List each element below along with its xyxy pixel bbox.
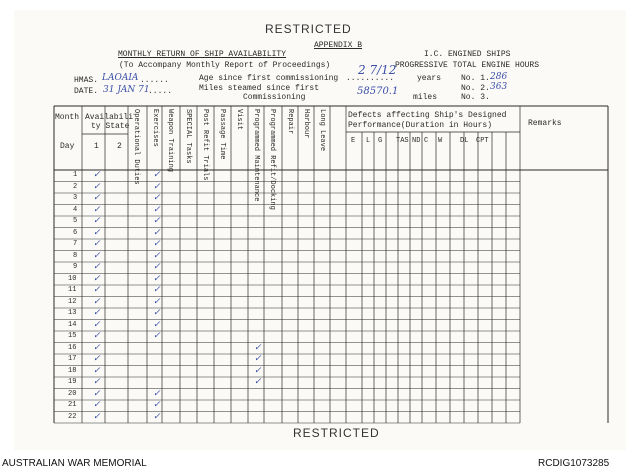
operational-duties-check: ✓ [153,285,161,295]
day-label: 15 [68,332,77,340]
operational-duties-check: ✓ [153,319,161,330]
rotated-header-word: Operational [132,109,140,160]
day-label: 16 [68,343,77,352]
day-label: 19 [68,378,77,386]
defect-code-header: L [366,137,371,145]
visit-check: ✓ [254,342,262,353]
years-label: years [417,74,442,83]
rotated-header-word: Visit [235,109,243,131]
rotated-header-word: SPECIAL [184,109,192,143]
rotated-header-word: Weapon [166,109,174,139]
operational-duties-check: ✓ [153,250,161,261]
state-1-check: ✓ [93,170,101,180]
engine-no2-label: No. 2. [461,84,490,93]
rotated-header-word: Repair [286,109,294,135]
engine-hours-title: PROGRESSIVE TOTAL ENGINE HOURS [395,61,540,70]
state-1-check: ✓ [93,319,101,330]
rotated-header-word: Programmed [252,109,260,156]
day-label: 21 [68,401,77,409]
availability-header: Availabili [85,113,134,122]
miles-unit: miles [413,93,438,102]
defect-code-header: G [378,137,383,145]
day-label: 13 [68,309,77,317]
hmas-dots: ...... [140,76,169,85]
defects-header: Defects affecting Ship's Designed [348,111,507,120]
rotated-header-word: Duties [132,159,140,185]
form-subtitle: (To Accompany Monthly Report of Proceedings) [119,61,331,70]
state-1-check: ✓ [93,342,101,353]
hmas-value: LAOAIA [102,73,139,83]
state-1-check: ✓ [93,262,101,272]
state-1-check: ✓ [93,308,101,318]
day-label: 4 [73,205,78,214]
defect-code-header: C [424,137,429,145]
day-label: 1 [73,171,78,179]
state-1-check: ✓ [93,296,101,307]
engine-no2-value: 363 [490,82,508,92]
column-header [132,109,140,185]
rotated-header-word: Passage [218,109,226,143]
state-1-check: ✓ [93,227,101,238]
day-label: 9 [73,263,78,271]
operational-duties-check: ✓ [153,262,161,272]
column-header [166,109,174,172]
state-1-check: ✓ [93,285,101,295]
state-1-check: ✓ [93,331,101,341]
date-dots: ..... [148,87,173,96]
commissioning-label: Commissioning [243,93,306,102]
operational-duties-check: ✓ [153,400,161,410]
state-1-check: ✓ [93,273,101,284]
engine-no1-value: 286 [490,72,508,82]
state-1-check: ✓ [93,216,101,226]
state-1-check: ✓ [93,365,101,376]
operational-duties-check: ✓ [153,216,161,226]
rotated-header-word: Programmed [268,109,276,156]
column-header [268,109,276,210]
date-label: DATE. [74,87,99,96]
operational-duties-check: ✓ [153,273,161,284]
visit-check: ✓ [254,354,262,364]
rotated-header-word: Trials [201,155,209,181]
column-header [302,109,310,138]
age-dots: .......... [346,74,395,83]
date-value: 31 JAN 71 [103,85,150,95]
state-1-check: ✓ [93,388,101,399]
day-label: 17 [68,355,77,363]
footer-catalogue-id: RCDIG1073285 [538,458,610,469]
operational-duties-check: ✓ [153,411,161,422]
day-label: 10 [68,274,77,283]
rotated-header-word: Leave [318,130,326,152]
state-1-check: ✓ [93,411,101,422]
day-label: 5 [73,217,78,225]
operational-duties-check: ✓ [153,308,161,318]
rotated-header-word: Refit/Docking [268,155,276,210]
day-label: 14 [68,320,77,329]
rotated-header-word: Exercises [151,109,159,147]
rotated-header-word: Training [166,138,174,173]
column-header [218,109,226,159]
operational-duties-check: ✓ [153,181,161,192]
defect-code-header: W [438,137,443,145]
defect-code-header: ND [412,137,421,145]
state-2-header: 2 [117,142,122,151]
state-1-check: ✓ [93,250,101,261]
defect-code-header: E [351,137,356,145]
state-1-header: 1 [94,142,99,151]
operational-duties-check: ✓ [153,227,161,238]
operational-duties-check: ✓ [153,204,161,215]
rotated-header-word: Harbour [302,109,310,139]
operational-duties-check: ✓ [153,388,161,399]
engine-no1-label: No. 1. [461,74,490,83]
month-header: Month [55,113,80,122]
state-1-check: ✓ [93,354,101,364]
appendix-label: APPENDIX B [314,41,363,50]
day-label: 7 [73,240,78,248]
operational-duties-check: ✓ [153,193,161,203]
day-label: 6 [73,228,78,237]
column-header [286,109,294,134]
column-header [201,109,209,180]
visit-check: ✓ [254,377,262,387]
day-label: 12 [68,297,77,306]
column-header [151,109,159,147]
state-1-check: ✓ [93,193,101,203]
rotated-header-word: Post [201,109,209,131]
rotated-header-word: Tasks [184,142,192,164]
day-label: 18 [68,366,77,375]
state-1-check: ✓ [93,204,101,215]
day-header: Day [60,142,75,151]
column-header [252,109,260,201]
defect-code-header: TAS [396,137,409,145]
miles-value: 58570.1 [357,86,399,97]
day-label: 11 [68,286,77,294]
age-label: Age since first commissioning [199,74,339,83]
restricted-top-stamp: RESTRICTED [265,22,352,36]
form-title: MONTHLY RETURN OF SHIP AVAILABILITY [118,50,287,59]
hmas-label: HMAS. [74,76,99,85]
defect-code-header: DL [460,137,469,145]
state-1-check: ✓ [93,239,101,249]
rotated-header-word: Time [218,142,226,160]
miles-label: Miles steamed since first [199,84,320,93]
restricted-bottom-stamp: RESTRICTED [293,426,380,440]
age-value: 2 7/12 [358,63,397,77]
state-1-check: ✓ [93,400,101,410]
operational-duties-check: ✓ [153,331,161,341]
rotated-header-word: Maintenance [252,155,260,202]
column-header [184,109,192,164]
defects-subheader: Performance(Duration in Hours) [348,121,493,130]
column-header [318,109,326,151]
operational-duties-check: ✓ [153,170,161,180]
availability-header-cont: ty State [91,122,130,131]
visit-check: ✓ [254,365,262,376]
day-label: 20 [68,389,77,398]
day-label: 2 [73,182,78,191]
day-label: 3 [73,194,78,202]
operational-duties-check: ✓ [153,296,161,307]
engine-no3-label: No. 3. [461,93,490,102]
defect-code-header: CPT [476,137,489,145]
column-header [235,109,243,130]
footer-institution: AUSTRALIAN WAR MEMORIAL [2,458,147,469]
day-label: 8 [73,251,78,260]
rotated-header-word: Long [318,109,326,131]
day-label: 22 [68,412,77,421]
operational-duties-check: ✓ [153,239,161,249]
remarks-header: Remarks [528,119,562,128]
state-1-check: ✓ [93,181,101,192]
rotated-header-word: Refit [201,130,209,156]
state-1-check: ✓ [93,377,101,387]
engine-title: I.C. ENGINED SHIPS [424,50,511,59]
